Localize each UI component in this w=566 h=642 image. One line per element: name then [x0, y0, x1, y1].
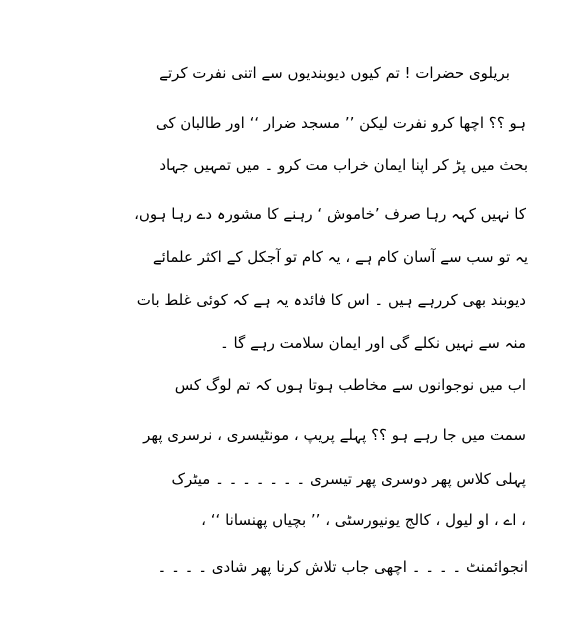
text-line: ہو ؟؟ اچھا کرو نفرت لیکن ’’ مسجد ضرار ‘‘ اور طالبان کی — [155, 114, 526, 132]
text-line: ، اے ، او لیول ، کالج یونیورسٹی ، ’’ بچیاں پھنسانا ‘‘ ، — [201, 511, 526, 529]
text-line: پہلی کلاس پھر دوسری پھر تیسری ۔ ۔ ۔ ۔ ۔ ۔ ۔ میٹرک — [171, 470, 526, 488]
text-line: یہ تو سب سے آسان کام ہے ، یہ کام تو آجکل کے اکثر علمائے — [152, 248, 528, 266]
text-line: انجوائمنٹ ۔ ۔ ۔ ۔ اچھی جاب تلاش کرنا پھر شادی ۔ ۔ ۔ ۔ — [157, 558, 528, 576]
text-line: سمت میں جا رہے ہو ؟؟ پہلے پریپ ، مونٹیسری ، نرسری پھر — [143, 426, 526, 444]
text-line: بحث میں پڑ کر اپنا ایمان خراب مت کرو ۔ میں تمہیں جہاد — [159, 156, 528, 174]
text-line: اب میں نوجوانوں سے مخاطب ہوتا ہوں کہ تم لوگ کس — [174, 376, 526, 394]
text-line: بریلوی حضرات ! تم کیوں دیوبندیوں سے اتنی نفرت کرتے — [159, 64, 510, 82]
text-line: دیوبند بھی کررہے ہیں ۔ اس کا فائدہ یہ ہے کہ کوئی غلط بات — [136, 291, 526, 309]
text-line: کا نہیں کہہ رہا صرف ’خاموش ‘ رہنے کا مشورہ دے رہا ہوں، — [134, 205, 526, 223]
text-line: منہ سے نہیں نکلے گی اور ایمان سلامت رہے گا ۔ — [219, 334, 526, 352]
